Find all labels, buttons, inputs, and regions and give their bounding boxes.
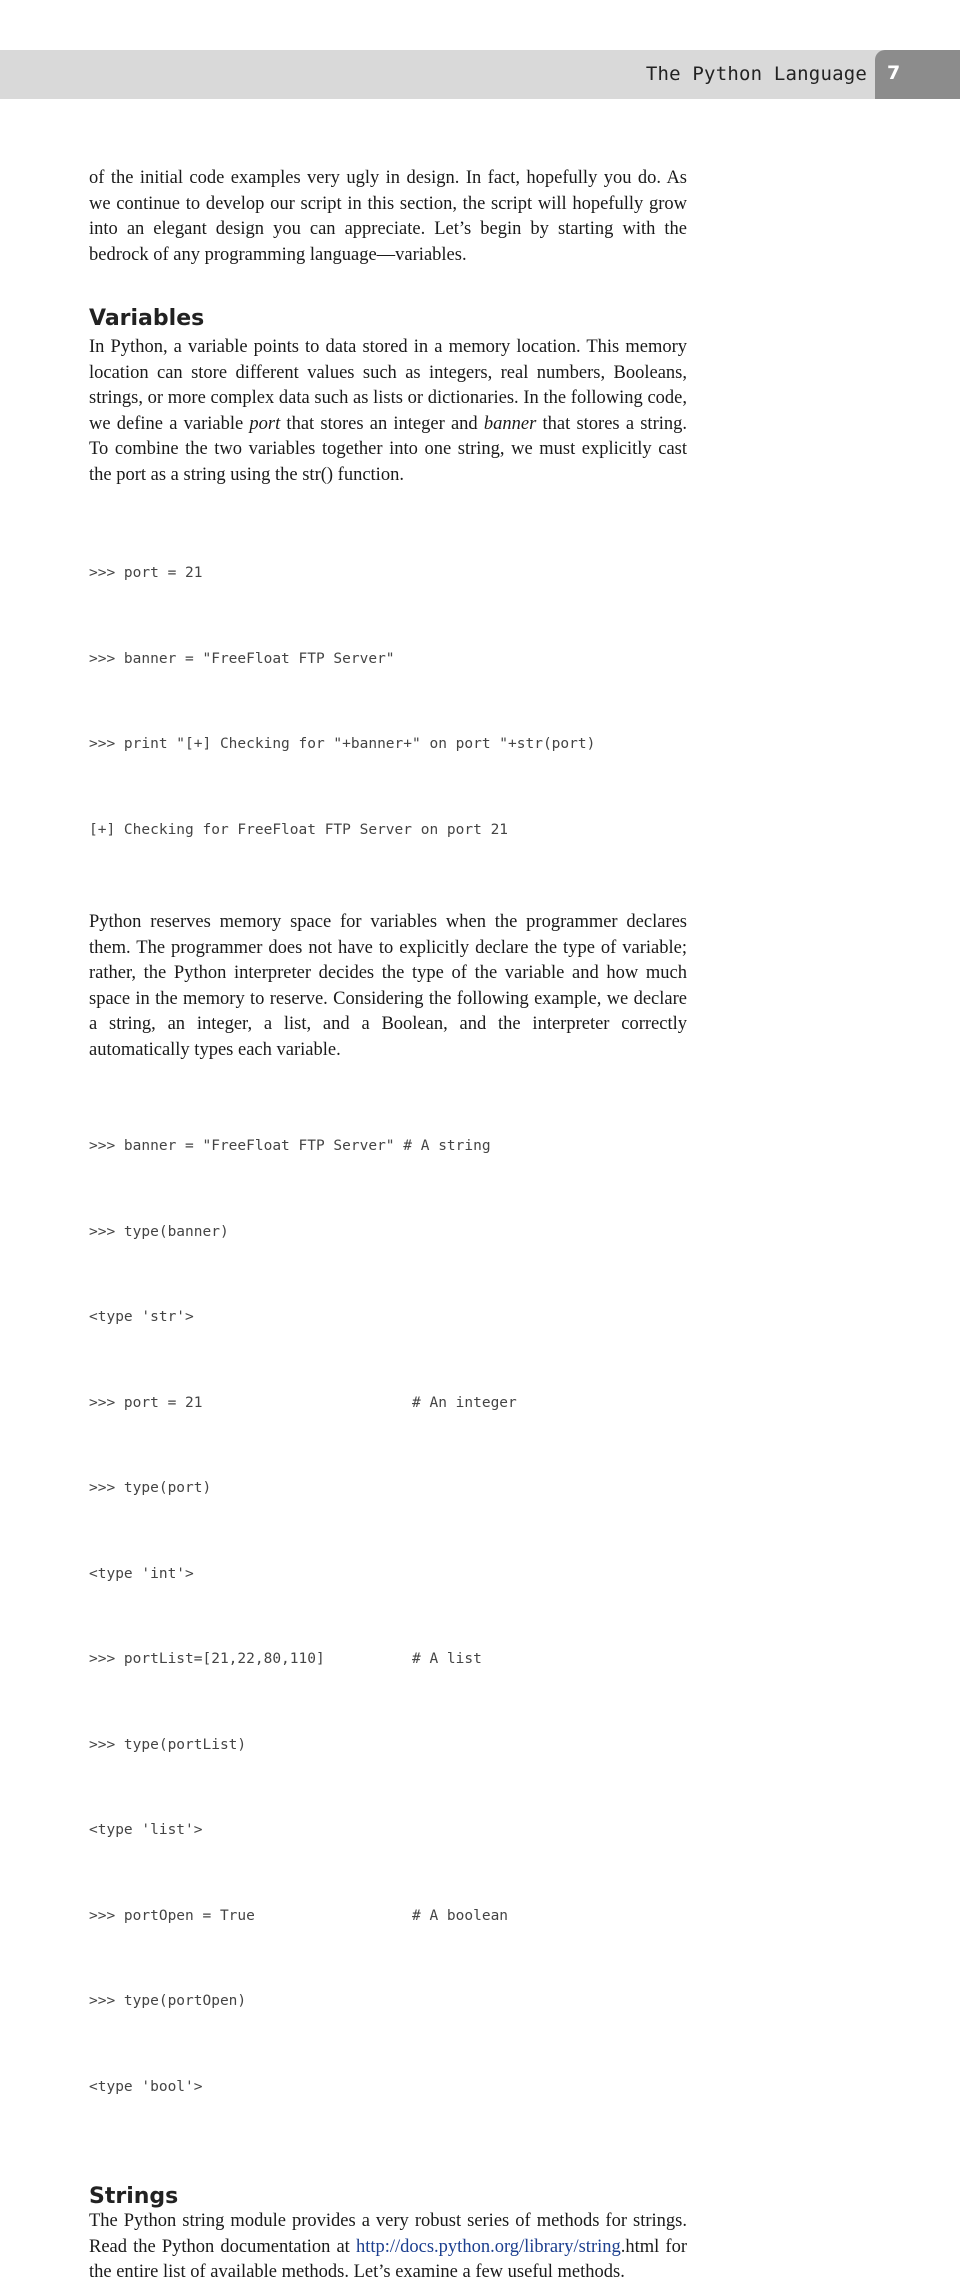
code-line: >>> banner = "FreeFloat FTP Server" # A string <box>89 1138 491 1154</box>
code-line: [+] Checking for FreeFloat FTP Server on port 21 <box>89 821 509 838</box>
strings-paragraph-text-2: .html for the entire list of available methods. Let’s examine a few useful methods. <box>89 2236 687 2282</box>
code-block-2 <box>89 1075 687 2158</box>
code-line: >>> port = 21 <box>89 565 203 581</box>
variable-name-banner: banner <box>483 413 537 434</box>
code-line: >>> type(port) <box>89 1480 212 1496</box>
code-line: >>> type(portList) <box>89 1736 247 1753</box>
code-line: <type 'list'> <box>89 1822 203 1838</box>
variables-paragraph-text-1: In Python, a variable points to data stored in a memory location. This memory location can store different values such as integers, real numbers, Booleans, strings, or more complex data such as lists or dictionaries. In the following code, we define a variable <box>89 337 687 434</box>
section-heading-variables: Variables <box>89 306 205 331</box>
code-line: <type 'bool'> <box>89 2078 203 2095</box>
code-block-1 <box>89 502 687 901</box>
page-number: 7 <box>887 62 901 84</box>
page-body <box>89 166 687 2286</box>
code-line: >>> port = 21 # An integer <box>89 1394 517 1411</box>
memory-paragraph: Python reserves memory space for variables when the programmer declares them. The programmer does not have to explicitly declare the type of variable; rather, the Python interpreter decides the type of the variable and how much space in the memory to reserve. Considering the following example, we declare a string, an integer, a list, and a Boolean, and the interpreter correctly automatically types each variable. <box>89 912 687 1060</box>
variable-name-port: port <box>249 413 281 434</box>
code-line: >>> print "[+] Checking for "+banner+" on port "+str(port) <box>89 736 596 752</box>
variables-paragraph <box>89 335 687 488</box>
running-title: The Python Language <box>645 63 867 85</box>
code-line: >>> portOpen = True # A boolean <box>89 1907 509 1924</box>
code-line: >>> portList=[21,22,80,110] # A list <box>89 1651 482 1667</box>
code-line: >>> banner = "FreeFloat FTP Server" <box>89 650 395 667</box>
intro-paragraph: of the initial code examples very ugly in design. In fact, hopefully you do. As we continue to develop our script in this section, the script will hopefully grow into an elegant design you can appreciate. Let’s begin by starting with the bedrock of any programming language—variables. <box>89 168 687 265</box>
python-docs-link[interactable]: http://docs.python.org/library/string <box>355 2236 621 2257</box>
section-heading-strings: Strings <box>89 2184 179 2209</box>
code-line: >>> type(banner) <box>89 1223 229 1240</box>
code-line: <type 'str'> <box>89 1309 194 1325</box>
strings-paragraph-text-1: The Python string module provides a very robust series of methods for strings. Read the Python documentation at <box>89 2211 687 2257</box>
variables-paragraph-text-2: that stores an integer and <box>280 413 484 434</box>
variables-paragraph-text-3: that stores a string. To combine the two variables together into one string, we must explicitly cast the port as a string using the str() function. <box>89 413 687 485</box>
strings-paragraph <box>89 2209 687 2286</box>
code-line: <type 'int'> <box>89 1565 194 1582</box>
code-line: >>> type(portOpen) <box>89 1993 247 2009</box>
